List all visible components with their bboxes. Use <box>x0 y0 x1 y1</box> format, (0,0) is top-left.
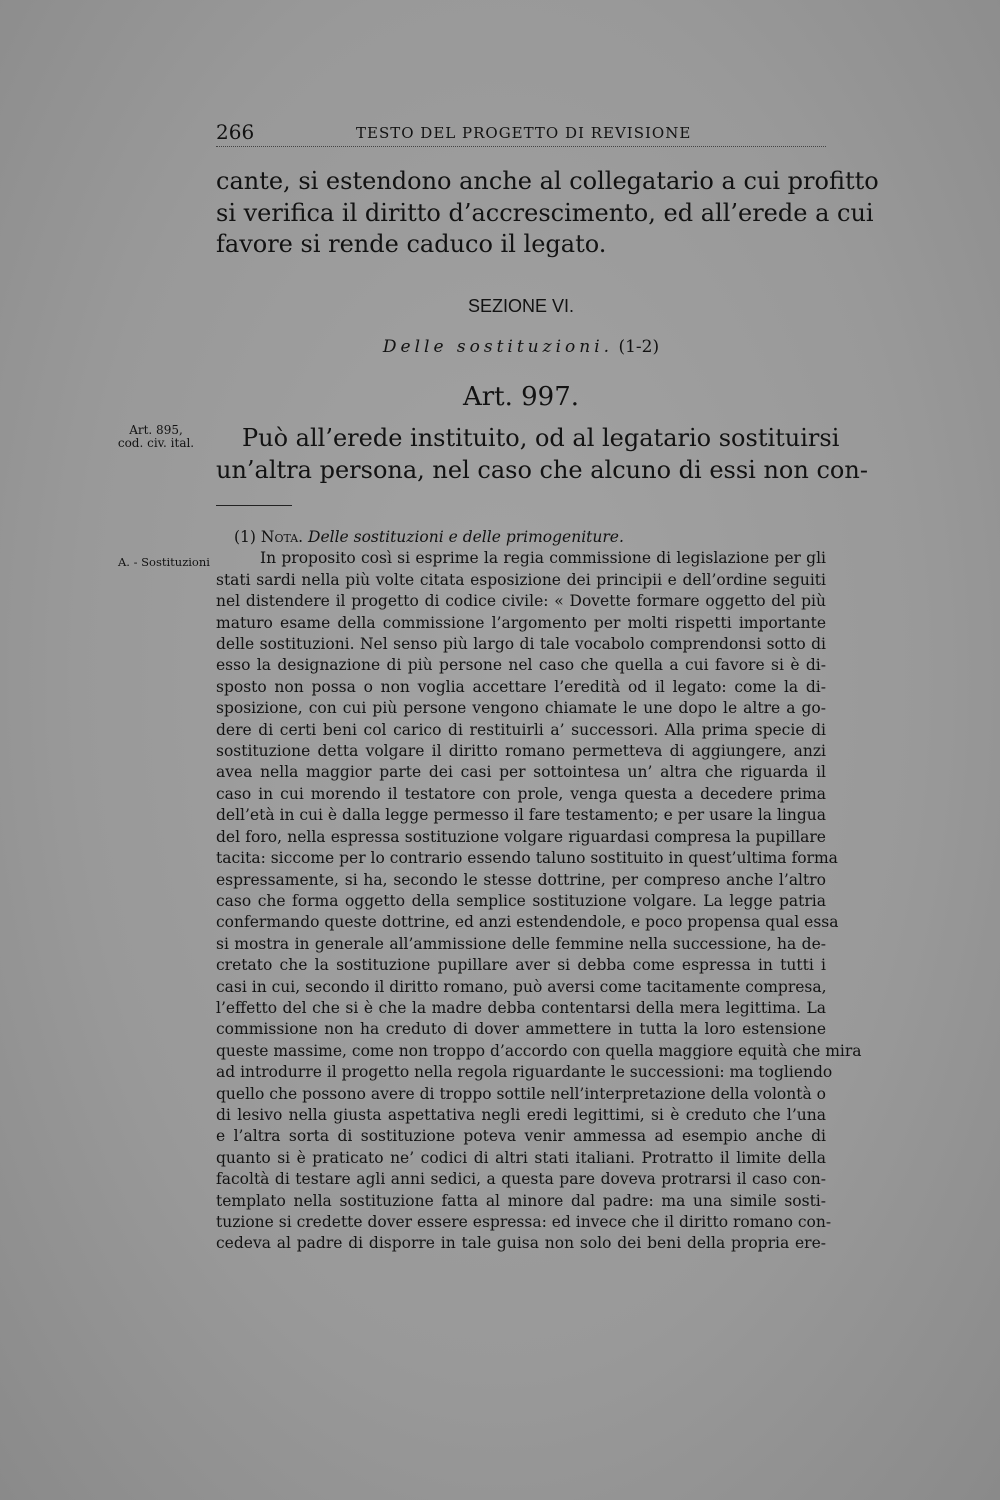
footnote-line: dell’età in cui è dalla legge permesso il fare testamento; e per usare la lingua <box>216 806 826 825</box>
footnote-line: maturo esame della commissione l’argomento per molti rispetti importante <box>216 613 826 632</box>
margin-note-line: Art. 895, <box>129 423 183 437</box>
footnote-heading <box>216 527 826 548</box>
footnote-line: quanto si è praticato ne’ codici di altri stati italiani. Protratto il limite della <box>216 1148 826 1167</box>
text-line: si verifica il diritto d’accrescimento, ed all’erede a cui <box>216 198 874 227</box>
footnote-line: nel distendere il progetto di codice civile: « Dovette formare oggetto del più <box>216 592 826 611</box>
article-heading: Art. 997. <box>462 382 580 412</box>
margin-note-line: cod. civ. ital. <box>117 436 195 450</box>
footnote-line: esso la designazione di più persone nel caso che quella a cui favore si è di- <box>216 656 826 675</box>
footnote-body <box>216 548 862 1254</box>
footnote-reference: (1-2) <box>618 337 660 357</box>
running-title: TESTO DEL PROGETTO DI REVISIONE <box>356 124 692 142</box>
footnote-margin-note: A. - Sostituzioni <box>118 555 210 569</box>
footnote-marker: (1) <box>234 528 256 546</box>
footnote-line: dere di certi beni col carico di restituirli a’ successori. Alla prima specie di <box>216 720 826 739</box>
footnote-line: facoltà di testare agli anni sedici, a questa pare doveva protrarsi il caso con- <box>216 1170 826 1189</box>
footnote-line: queste massime, come non troppo d’accordo con quella maggiore equità che mira <box>216 1041 862 1060</box>
footnote-line: l’effetto del che si è che la madre debba contentarsi della mera legittima. La <box>216 998 826 1017</box>
nota-label: Nota. <box>260 528 304 546</box>
footnote-line: sposto non possa o non voglia accettare l’eredità od il legato: come la di- <box>216 677 826 696</box>
footnote-line: del foro, nella espressa sostituzione volgare riguardasi compresa la pupillare <box>216 827 826 846</box>
footnote <box>216 527 862 1255</box>
footnote-line: quello che possono avere di troppo sottile nell’interpretazione della volontà o <box>216 1084 826 1103</box>
footnote-line: cretato che la sostituzione pupillare aver si debba come espressa in tutti i <box>216 956 826 975</box>
footnote-line: avea nella maggior parte dei casi per sottointesa un’ altra che riguarda il <box>216 763 826 782</box>
text-line: un’altra persona, nel caso che alcuno di essi non con- <box>216 455 868 484</box>
footnote-line: ad introdurre il progetto nella regola riguardante le successioni: ma togliendo <box>216 1063 833 1082</box>
footnote-line: templato nella sostituzione fatta al minore dal padre: ma una simile sosti- <box>216 1191 826 1210</box>
footnote-line: caso che forma oggetto della semplice sostituzione volgare. La legge patria <box>216 891 826 910</box>
footnote-line: confermando queste dottrine, ed anzi estendendole, e poco propensa qual essa <box>216 913 839 932</box>
footnote-line: caso in cui morendo il testatore con prole, venga questa a decedere prima <box>216 784 826 803</box>
top-paragraph <box>216 166 879 261</box>
footnote-line: casi in cui, secondo il diritto romano, può aversi come tacitamente compresa, <box>216 977 827 996</box>
footnote-line: stati sardi nella più volte citata esposizione dei principii e dell’ordine seguiti <box>216 570 826 589</box>
footnote-line: di lesivo nella giusta aspettativa negli eredi legittimi, si è creduto che l’una <box>216 1105 826 1124</box>
section-subtitle <box>216 337 826 357</box>
section-subtitle-text: Delle sostituzioni. <box>382 337 614 357</box>
footnote-line: cedeva al padre di disporre in tale guisa non solo dei beni della propria ere- <box>216 1234 826 1253</box>
footnote-separator <box>216 505 292 506</box>
article-margin-note <box>114 424 198 450</box>
text-line: favore si rende caduco il legato. <box>216 230 607 258</box>
article-text <box>216 423 868 486</box>
footnote-line: sposizione, con cui più persone vengono chiamate le une dopo le altre a go- <box>216 699 826 718</box>
text-line: cante, si estendono anche al collegatario a cui profitto <box>216 167 879 195</box>
footnote-line: espressamente, si ha, secondo le stesse dottrine, per compreso anche l’altro <box>216 870 826 889</box>
page-number: 266 <box>216 120 255 144</box>
footnote-line: In proposito così si esprime la regia commissione di legislazione per gli <box>260 549 826 568</box>
footnote-line: tuzione si credette dover essere espressa: ed invece che il diritto romano con- <box>216 1213 832 1231</box>
footnote-line: delle sostituzioni. Nel senso più largo di tale vocabolo comprendonsi sotto di <box>216 635 826 654</box>
text-line: Può all’erede instituito, od al legatario sostituirsi <box>242 424 840 452</box>
footnote-line: sostituzione detta volgare il diritto romano permetteva di aggiungere, anzi <box>216 742 826 761</box>
page-header <box>216 120 826 147</box>
footnote-title: Delle sostituzioni e delle primogeniture. <box>308 528 624 546</box>
section-title: SEZIONE VI. <box>467 296 575 316</box>
footnote-line: tacita: siccome per lo contrario essendo taluno sostituito in quest’ultima forma <box>216 849 838 868</box>
footnote-line: commissione non ha creduto di dover ammettere in tutta la loro estensione <box>216 1020 826 1039</box>
footnote-line: e l’altra sorta di sostituzione poteva venir ammessa ad esempio anche di <box>216 1127 826 1146</box>
footnote-line: si mostra in generale all’ammissione delle femmine nella successione, ha de- <box>216 934 826 953</box>
